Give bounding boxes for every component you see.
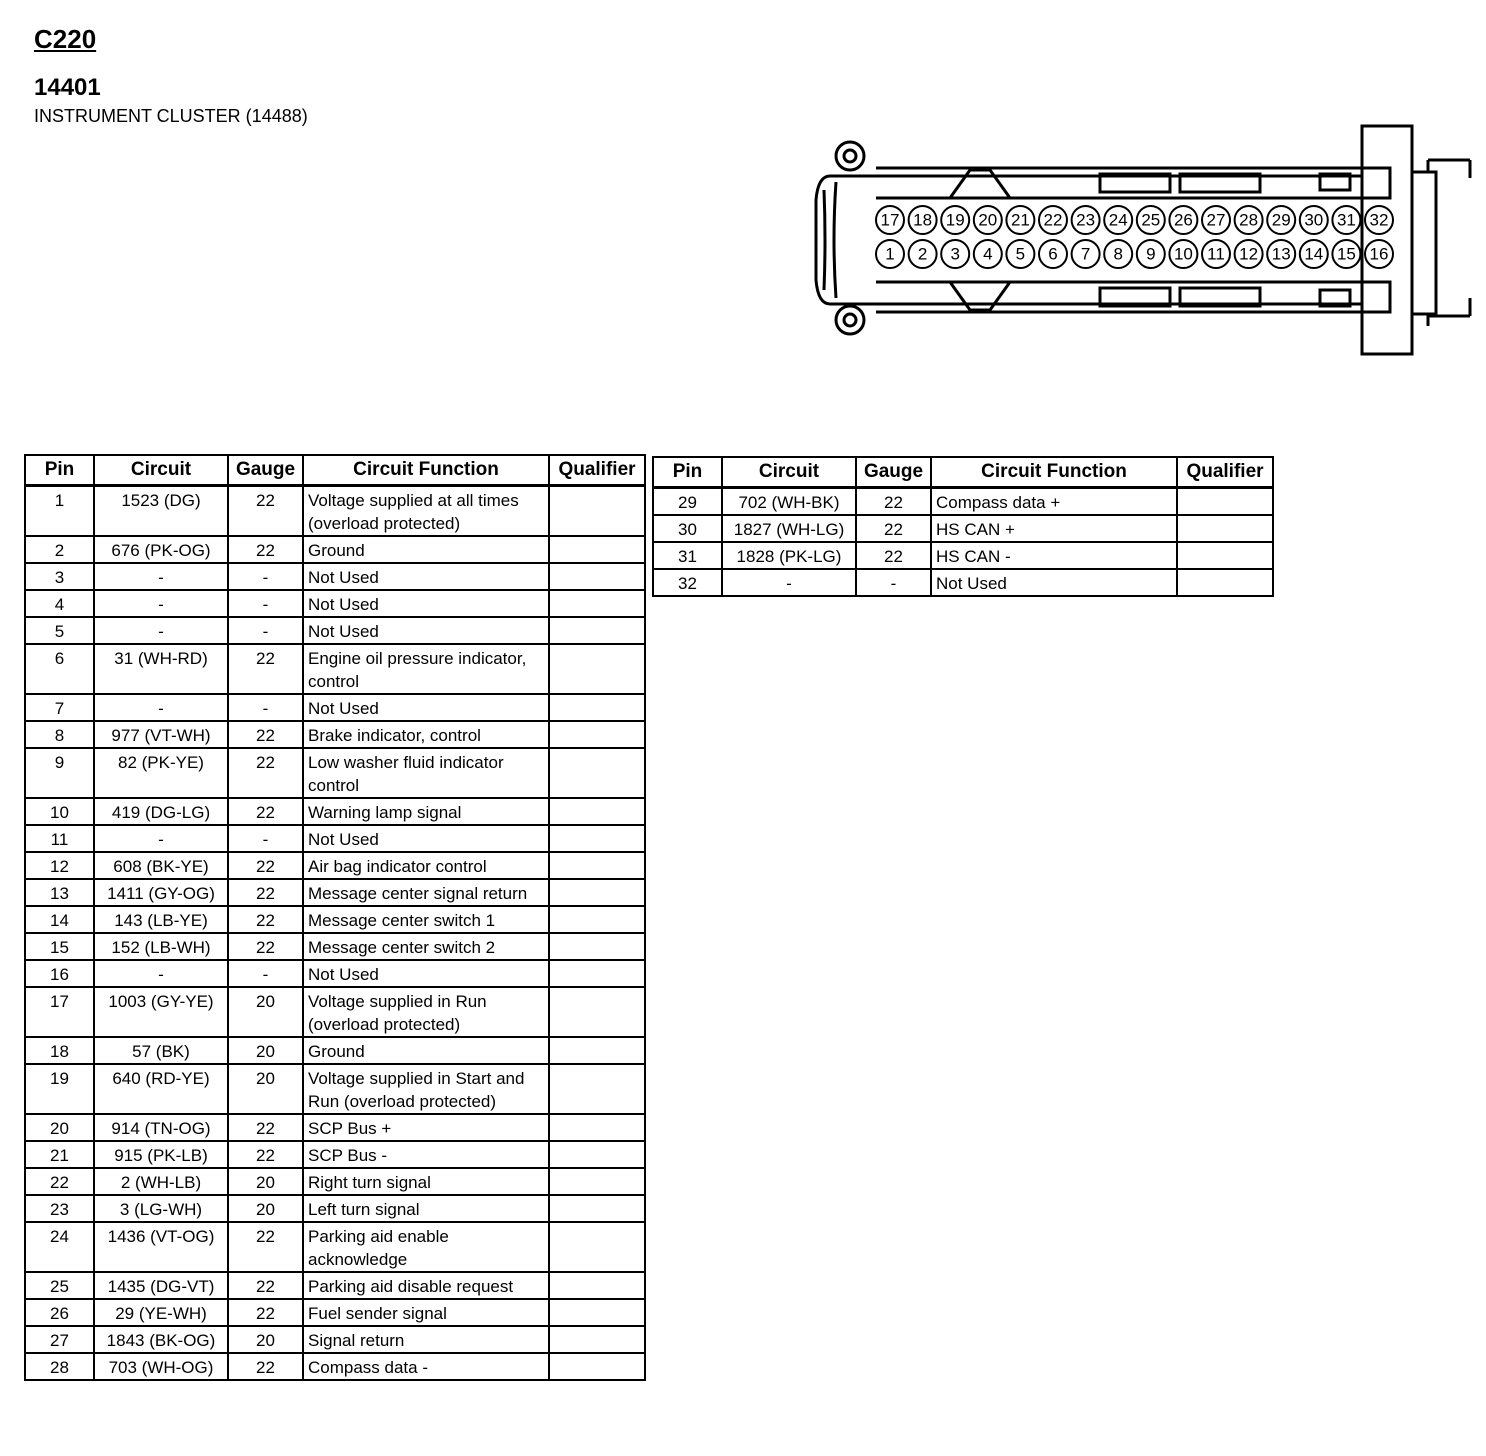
pin-cell: 28 (25, 1353, 94, 1380)
table-row (25, 906, 645, 933)
circuit-cell: - (94, 694, 228, 721)
circuit-cell: 57 (BK) (94, 1037, 228, 1064)
connector-pin-label: 18 (913, 210, 933, 230)
table-row (653, 488, 1273, 516)
connector-pin-label: 25 (1141, 210, 1161, 230)
table-row (25, 1114, 645, 1141)
gauge-cell: 22 (228, 486, 303, 537)
qualifier-cell (549, 563, 645, 590)
qualifier-cell (549, 852, 645, 879)
circuit-cell: 915 (PK-LB) (94, 1141, 228, 1168)
qualifier-cell (549, 1222, 645, 1272)
pin-cell: 5 (25, 617, 94, 644)
pin-cell: 31 (653, 542, 722, 569)
pin-cell: 17 (25, 987, 94, 1037)
circuit-function-cell: Low washer fluid indicator control (303, 748, 549, 798)
gauge-cell: 22 (856, 515, 931, 542)
circuit-function-cell: Ground (303, 1037, 549, 1064)
circuit-cell: - (94, 960, 228, 987)
pin-cell: 30 (653, 515, 722, 542)
gauge-cell: 20 (228, 1064, 303, 1114)
table-header-row (25, 455, 645, 486)
connector-pin-label: 24 (1108, 210, 1128, 230)
header-qualifier: Qualifier (549, 455, 645, 486)
circuit-function-cell: SCP Bus + (303, 1114, 549, 1141)
circuit-cell: 1828 (PK-LG) (722, 542, 856, 569)
gauge-cell: 20 (228, 1037, 303, 1064)
table-row (25, 617, 645, 644)
pin-cell: 7 (25, 694, 94, 721)
circuit-cell: 419 (DG-LG) (94, 798, 228, 825)
connector-pin-label: 9 (1146, 244, 1156, 264)
qualifier-cell (549, 1141, 645, 1168)
connector-pin-label: 16 (1369, 244, 1389, 264)
table-row (25, 1222, 645, 1272)
connector-pin-label: 12 (1239, 244, 1259, 264)
table-row (25, 798, 645, 825)
circuit-function-cell: Not Used (303, 617, 549, 644)
circuit-function-cell: Message center signal return (303, 879, 549, 906)
circuit-function-cell: Parking aid enable acknowledge (303, 1222, 549, 1272)
circuit-cell: 1435 (DG-VT) (94, 1272, 228, 1299)
header-circuit: Circuit (94, 455, 228, 486)
circuit-cell: 676 (PK-OG) (94, 536, 228, 563)
pin-cell: 21 (25, 1141, 94, 1168)
table-row (653, 515, 1273, 542)
qualifier-cell (549, 1168, 645, 1195)
pin-cell: 23 (25, 1195, 94, 1222)
circuit-cell: 1003 (GY-YE) (94, 987, 228, 1037)
qualifier-cell (549, 486, 645, 537)
connector-pin-label: 2 (917, 244, 928, 264)
qualifier-cell (549, 694, 645, 721)
header-circuit-function: Circuit Function (931, 457, 1177, 488)
connector-pin-label: 32 (1369, 210, 1389, 230)
circuit-cell: - (94, 563, 228, 590)
circuit-function-cell: Parking aid disable request (303, 1272, 549, 1299)
qualifier-cell (549, 906, 645, 933)
gauge-cell: 22 (228, 1114, 303, 1141)
part-number: 14401 (34, 74, 101, 101)
circuit-cell: 640 (RD-YE) (94, 1064, 228, 1114)
connector-pin-label: 19 (945, 210, 965, 230)
pin-cell: 25 (25, 1272, 94, 1299)
connector-pin-label: 26 (1173, 210, 1193, 230)
pin-cell: 11 (25, 825, 94, 852)
pin-cell: 29 (653, 488, 722, 516)
circuit-cell: - (94, 825, 228, 852)
table-row (25, 852, 645, 879)
connector-pin-label: 23 (1076, 210, 1096, 230)
connector-pin-label: 8 (1113, 244, 1123, 264)
circuit-cell: 31 (WH-RD) (94, 644, 228, 694)
circuit-function-cell: Message center switch 2 (303, 933, 549, 960)
circuit-cell: 1843 (BK-OG) (94, 1326, 228, 1353)
gauge-cell: - (228, 590, 303, 617)
qualifier-cell (549, 644, 645, 694)
table-row (653, 569, 1273, 596)
gauge-cell: 20 (228, 1168, 303, 1195)
table-row (25, 1272, 645, 1299)
pin-cell: 18 (25, 1037, 94, 1064)
circuit-function-cell: Fuel sender signal (303, 1299, 549, 1326)
gauge-cell: 22 (228, 536, 303, 563)
header-circuit-function: Circuit Function (303, 455, 549, 486)
pin-cell: 12 (25, 852, 94, 879)
pinout-table-pins-1-28 (24, 454, 646, 1381)
table-row (25, 825, 645, 852)
circuit-function-cell: Voltage supplied in Run (overload protected) (303, 987, 549, 1037)
connector-pin-label: 10 (1173, 244, 1193, 264)
table-row (25, 933, 645, 960)
circuit-cell: 1523 (DG) (94, 486, 228, 537)
header-qualifier: Qualifier (1177, 457, 1273, 488)
qualifier-cell (549, 1037, 645, 1064)
gauge-cell: 22 (228, 879, 303, 906)
connector-pin-row-top (876, 206, 1393, 234)
gauge-cell: 22 (856, 542, 931, 569)
gauge-cell: 20 (228, 987, 303, 1037)
connector-pin-label: 28 (1239, 210, 1259, 230)
circuit-cell: 143 (LB-YE) (94, 906, 228, 933)
connector-pin-row-bottom (876, 240, 1393, 268)
circuit-function-cell: Message center switch 1 (303, 906, 549, 933)
table-row (653, 542, 1273, 569)
table-row (25, 1326, 645, 1353)
table-row (25, 590, 645, 617)
table-row (25, 960, 645, 987)
connector-id: C220 (34, 24, 97, 54)
header-gauge: Gauge (228, 455, 303, 486)
circuit-cell: 914 (TN-OG) (94, 1114, 228, 1141)
connector-pin-label: 14 (1304, 244, 1324, 264)
connector-pin-label: 6 (1048, 244, 1058, 264)
gauge-cell: 20 (228, 1326, 303, 1353)
circuit-function-cell: Not Used (303, 825, 549, 852)
pin-cell: 15 (25, 933, 94, 960)
circuit-cell: 2 (WH-LB) (94, 1168, 228, 1195)
circuit-cell: 977 (VT-WH) (94, 721, 228, 748)
header-gauge: Gauge (856, 457, 931, 488)
circuit-cell: 3 (LG-WH) (94, 1195, 228, 1222)
gauge-cell: 22 (228, 721, 303, 748)
gauge-cell: 22 (228, 852, 303, 879)
gauge-cell: 20 (228, 1195, 303, 1222)
connector-pin-label: 27 (1206, 210, 1226, 230)
circuit-function-cell: HS CAN + (931, 515, 1177, 542)
table-row (25, 987, 645, 1037)
pin-cell: 9 (25, 748, 94, 798)
gauge-cell: - (228, 825, 303, 852)
header-circuit: Circuit (722, 457, 856, 488)
table-row (25, 1064, 645, 1114)
connector-pin-label: 7 (1080, 244, 1091, 264)
qualifier-cell (549, 987, 645, 1037)
pin-cell: 1 (25, 486, 94, 537)
table-row (25, 1141, 645, 1168)
circuit-function-cell: Not Used (303, 694, 549, 721)
connector-pin-label: 1 (885, 244, 895, 264)
qualifier-cell (1177, 569, 1273, 596)
circuit-cell: 608 (BK-YE) (94, 852, 228, 879)
qualifier-cell (549, 1272, 645, 1299)
connector-pin-label: 31 (1336, 210, 1356, 230)
qualifier-cell (549, 1326, 645, 1353)
table-row (25, 486, 645, 537)
qualifier-cell (549, 798, 645, 825)
circuit-cell: 1436 (VT-OG) (94, 1222, 228, 1272)
circuit-function-cell: Warning lamp signal (303, 798, 549, 825)
gauge-cell: 22 (228, 748, 303, 798)
gauge-cell: 22 (228, 1272, 303, 1299)
pin-cell: 13 (25, 879, 94, 906)
qualifier-cell (1177, 542, 1273, 569)
circuit-cell: - (722, 569, 856, 596)
circuit-cell: 1827 (WH-LG) (722, 515, 856, 542)
gauge-cell: 22 (228, 1353, 303, 1380)
gauge-cell: - (856, 569, 931, 596)
gauge-cell: 22 (228, 933, 303, 960)
gauge-cell: - (228, 563, 303, 590)
circuit-function-cell: Air bag indicator control (303, 852, 549, 879)
pin-cell: 4 (25, 590, 94, 617)
pin-cell: 2 (25, 536, 94, 563)
gauge-cell: 22 (228, 644, 303, 694)
circuit-function-cell: SCP Bus - (303, 1141, 549, 1168)
connector-pin-label: 4 (983, 244, 993, 264)
part-description: INSTRUMENT CLUSTER (14488) (34, 106, 308, 126)
connector-pin-label: 30 (1304, 210, 1324, 230)
gauge-cell: 22 (856, 488, 931, 516)
circuit-cell: 152 (LB-WH) (94, 933, 228, 960)
gauge-cell: 22 (228, 906, 303, 933)
circuit-cell: 702 (WH-BK) (722, 488, 856, 516)
circuit-function-cell: Not Used (303, 960, 549, 987)
qualifier-cell (549, 617, 645, 644)
pin-cell: 32 (653, 569, 722, 596)
pin-cell: 6 (25, 644, 94, 694)
connector-pin-label: 11 (1207, 244, 1225, 264)
qualifier-cell (549, 1195, 645, 1222)
connector-pin-label: 20 (978, 210, 998, 230)
gauge-cell: - (228, 960, 303, 987)
gauge-cell: - (228, 694, 303, 721)
gauge-cell: 22 (228, 798, 303, 825)
table-row (25, 644, 645, 694)
qualifier-cell (549, 960, 645, 987)
table-header-row (653, 457, 1273, 488)
qualifier-cell (549, 879, 645, 906)
circuit-cell: 703 (WH-OG) (94, 1353, 228, 1380)
circuit-function-cell: HS CAN - (931, 542, 1177, 569)
qualifier-cell (549, 748, 645, 798)
table-row (25, 1168, 645, 1195)
circuit-function-cell: Voltage supplied in Start and Run (overload protected) (303, 1064, 549, 1114)
table-row (25, 721, 645, 748)
pin-cell: 3 (25, 563, 94, 590)
connector-pin-label: 15 (1336, 244, 1356, 264)
circuit-function-cell: Voltage supplied at all times (overload protected) (303, 486, 549, 537)
connector-pin-label: 29 (1271, 210, 1291, 230)
qualifier-cell (549, 933, 645, 960)
connector-pin-label: 5 (1015, 244, 1026, 264)
qualifier-cell (1177, 488, 1273, 516)
qualifier-cell (549, 1064, 645, 1114)
gauge-cell: 22 (228, 1222, 303, 1272)
circuit-function-cell: Not Used (931, 569, 1177, 596)
pin-cell: 19 (25, 1064, 94, 1114)
pinout-table-pins-29-32 (652, 456, 1274, 597)
circuit-function-cell: Left turn signal (303, 1195, 549, 1222)
circuit-cell: 1411 (GY-OG) (94, 879, 228, 906)
pin-cell: 10 (25, 798, 94, 825)
circuit-cell: 82 (PK-YE) (94, 748, 228, 798)
qualifier-cell (549, 536, 645, 563)
qualifier-cell (549, 1114, 645, 1141)
gauge-cell: 22 (228, 1141, 303, 1168)
circuit-function-cell: Not Used (303, 590, 549, 617)
pin-cell: 14 (25, 906, 94, 933)
pin-cell: 24 (25, 1222, 94, 1272)
table-row (25, 563, 645, 590)
table-row (25, 748, 645, 798)
pin-cell: 26 (25, 1299, 94, 1326)
qualifier-cell (549, 1299, 645, 1326)
connector-pin-label: 21 (1010, 210, 1030, 230)
circuit-function-cell: Ground (303, 536, 549, 563)
circuit-function-cell: Signal return (303, 1326, 549, 1353)
qualifier-cell (549, 825, 645, 852)
connector-pin-label: 22 (1043, 210, 1063, 230)
table-row (25, 1299, 645, 1326)
connector-pin-label: 13 (1271, 244, 1291, 264)
pin-cell: 27 (25, 1326, 94, 1353)
gauge-cell: - (228, 617, 303, 644)
circuit-function-cell: Compass data - (303, 1353, 549, 1380)
qualifier-cell (1177, 515, 1273, 542)
table-row (25, 879, 645, 906)
circuit-cell: - (94, 617, 228, 644)
circuit-function-cell: Brake indicator, control (303, 721, 549, 748)
qualifier-cell (549, 721, 645, 748)
pin-cell: 16 (25, 960, 94, 987)
pin-cell: 20 (25, 1114, 94, 1141)
table-row (25, 1353, 645, 1380)
table-row (25, 1195, 645, 1222)
gauge-cell: 22 (228, 1299, 303, 1326)
connector-face-diagram (810, 120, 1480, 360)
circuit-function-cell: Not Used (303, 563, 549, 590)
pin-cell: 8 (25, 721, 94, 748)
pin-cell: 22 (25, 1168, 94, 1195)
circuit-function-cell: Engine oil pressure indicator, control (303, 644, 549, 694)
table-row (25, 1037, 645, 1064)
connector-pin-label: 3 (950, 244, 960, 264)
circuit-function-cell: Compass data + (931, 488, 1177, 516)
table-row (25, 536, 645, 563)
circuit-cell: 29 (YE-WH) (94, 1299, 228, 1326)
header-pin: Pin (25, 455, 94, 486)
qualifier-cell (549, 1353, 645, 1380)
header-pin: Pin (653, 457, 722, 488)
table-row (25, 694, 645, 721)
connector-pin-label: 17 (880, 210, 900, 230)
circuit-cell: - (94, 590, 228, 617)
circuit-function-cell: Right turn signal (303, 1168, 549, 1195)
qualifier-cell (549, 590, 645, 617)
